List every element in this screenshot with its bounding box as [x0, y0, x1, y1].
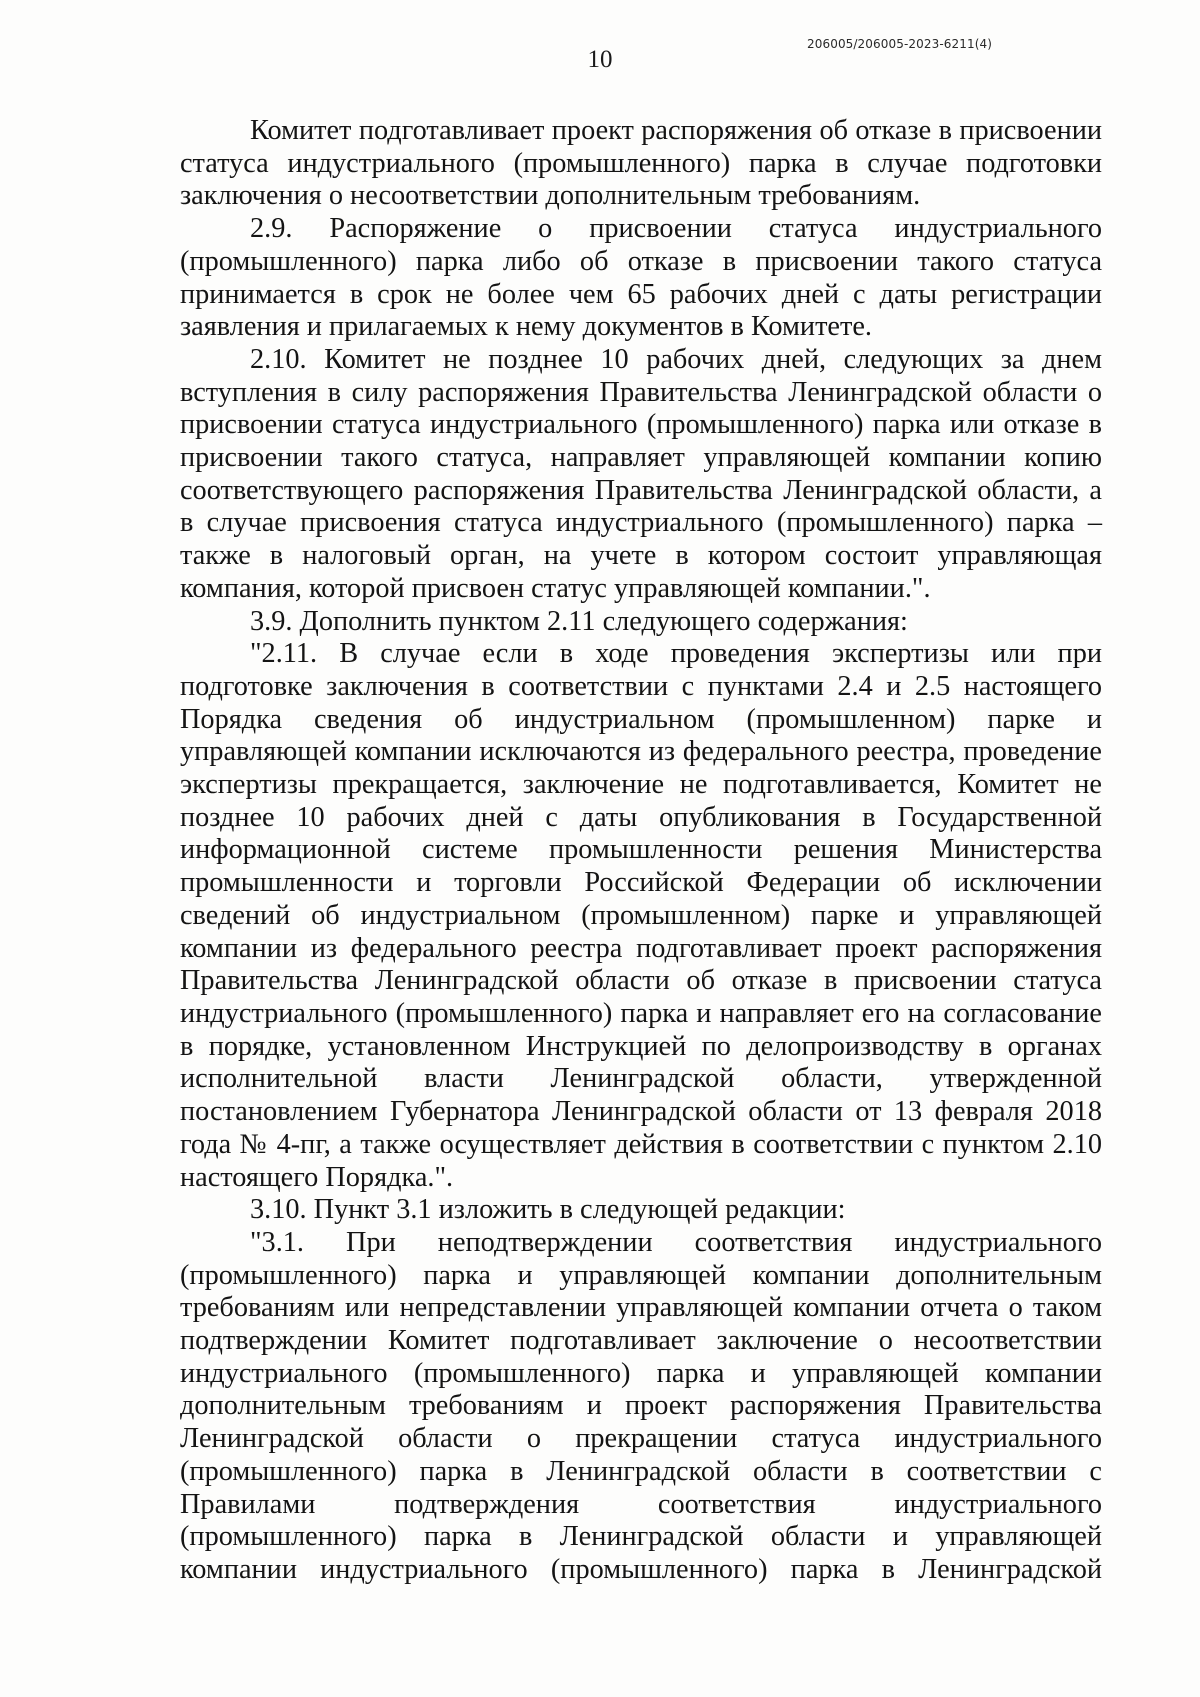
paragraph-3-9: 3.9. Дополнить пунктом 2.11 следующего содержания: [250, 605, 908, 637]
paragraph-committee-refusal: Комитет подготавливает проект распоряжения об отказе в присвоении статуса индустриального (промышленного) парка в случае подготовки заключения о несоответствии дополнительным требованиям. [180, 115, 1102, 212]
document-body [180, 115, 1102, 1587]
page-number: 10 [587, 46, 613, 73]
paragraph-2-9: 2.9. Распоряжение о присвоении статуса индустриального (промышленного) парка либо об отказе в присвоении такого статуса принимается в срок не более чем 65 рабочих дней с даты регистрации заявления и прилагаемых к нему документов в Комитете. [180, 213, 1102, 343]
paragraph-3-1: "3.1. При неподтверждении соответствия индустриального (промышленного) парка и управляющей компании дополнительным требованиям или непредставлении управляющей компании отчета о таком подтверждении Комитет подготавливает заключение о несоответствии индустриального (промышленного) парка и управляющей компании дополнительным требованиям и проект распоряжения Правительства Ленинградской области о прекращении статуса индустриального (промышленного) парка в Ленинградской области в соответствии с Правилами подтверждения соответствия индустриального (промышленного) парка в Ленинградской области и управляющей компании индустриального (промышленного) парка в Ленинградской [180, 1226, 1102, 1585]
paragraph-2-10: 2.10. Комитет не позднее 10 рабочих дней, следующих за днем вступления в силу распоряжения Правительства Ленинградской области о присвоении статуса индустриального (промышленного) парка или отказе в присвоении такого статуса, направляет управляющей компании копию соответствующего распоряжения Правительства Ленинградской области, а в случае присвоения статуса индустриального (промышленного) парка – также в налоговый орган, на учете в котором состоит управляющая компания, которой присвоен статус управляющей компании.". [180, 343, 1102, 604]
paragraph-2-11: "2.11. В случае если в ходе проведения экспертизы или при подготовке заключения в соответствии с пунктами 2.4 и 2.5 настоящего Порядка сведения об индустриальном (промышленном) парке и управляющей компании исключаются из федерального реестра, проведение экспертизы прекращается, заключение не подготавливается, Комитет не позднее 10 рабочих дней с даты опубликования в Государственной информационной системе промышленности решения Министерства промышленности и торговли Российской Федерации об исключении сведений об индустриальном (промышленном) парке и управляющей компании из федерального реестра подготавливает проект распоряжения Правительства Ленинградской области об отказе в присвоении статуса индустриального (промышленного) парка и направляет его на согласование в порядке, установленном Инструкцией по делопроизводству в органах исполнительной власти Ленинградской области, утвержденной постановлением Губернатора Ленинградской области от 13 февраля 2018 года № 4-пг, а также осуществляет действия в соответствии с пунктом 2.10 настоящего Порядка.". [180, 638, 1102, 1193]
document-registration-code: 206005/206005-2023-6211(4) [807, 37, 992, 51]
paragraph-3-10: 3.10. Пункт 3.1 изложить в следующей редакции: [250, 1194, 846, 1226]
